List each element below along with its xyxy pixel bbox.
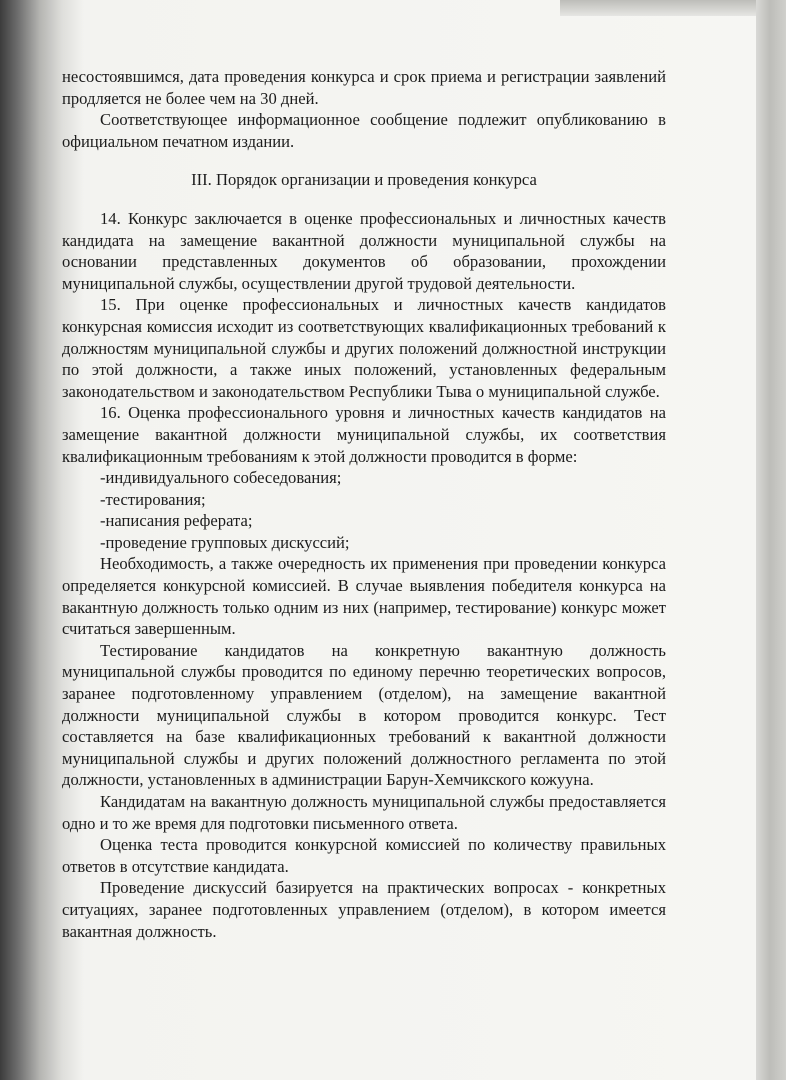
paragraph-14: 14. Конкурс заключается в оценке профессиональных и личностных качеств кандидата на замещение вакантной должности муниципальной службы на основании представленных документов об образовании, прохождении муниципальной службы, осуществлении другой трудовой деятельности. xyxy=(62,208,666,293)
list-item-essay: -написания реферата; xyxy=(100,511,253,531)
paragraph-testing: Тестирование кандидатов на конкретную вакантную должность муниципальной службы проводится по единому перечню теоретических вопросов, заранее подготовленному управлением (отделом), на замещение вакантной должности муниципальной службы в котором проводится конкурс. Тест составляется на базе квалификационных требований к вакантной должности муниципальной службы и других положений должностного регламента по этой должности, установленных в администрации Барун-Хемчикского кожууна. xyxy=(62,640,666,790)
paragraph-evaluation: Оценка теста проводится конкурсной комиссией по количеству правильных ответов в отсутствие кандидата. xyxy=(62,835,666,876)
page-top-edge xyxy=(560,0,786,16)
paragraph-discussions: Проведение дискуссий базируется на практических вопросах - конкретных ситуациях, заранее подготовленных управлением (отделом), в котором имеется вакантная должность. xyxy=(62,878,666,941)
document-body xyxy=(62,66,666,942)
paragraph-time: Кандидатам на вакантную должность муниципальной службы предоставляется одно и то же время для подготовки письменного ответа. xyxy=(62,792,666,833)
page-right-edge xyxy=(756,0,786,1080)
paragraph-order: Необходимость, а также очередность их применения при проведении конкурса определяется конкурсной комиссией. В случае выявления победителя конкурса на вакантную должность только одним из них (например, тестирование) конкурс может считаться завершенным. xyxy=(62,554,666,639)
list-item-interview: -индивидуального собеседования; xyxy=(100,468,342,488)
paragraph-publication: Соответствующее информационное сообщение подлежит опубликованию в официальном печатном издании. xyxy=(62,110,666,151)
list-item-testing: -тестирования; xyxy=(100,489,206,509)
section-heading: III. Порядок организации и проведения конкурса xyxy=(191,170,537,190)
paragraph-15: 15. При оценке профессиональных и личностных качеств кандидатов конкурсная комиссия исходит из соответствующих квалификационных требований к должностям муниципальной службы и других положений должностной инструкции по этой должности, а также иных положений, установленных федеральным законодательством и законодательством Республики Тыва о муниципальной службе. xyxy=(62,295,666,401)
list-item-discussion: -проведение групповых дискуссий; xyxy=(100,532,350,552)
paragraph-16: 16. Оценка профессионального уровня и личностных качеств кандидатов на замещение вакантной должности муниципальной службы, их соответствия квалификационным требованиям к этой должности проводится в форме: xyxy=(62,403,666,466)
paragraph-continuation: несостоявшимся, дата проведения конкурса и срок приема и регистрации заявлений продляется не более чем на 30 дней. xyxy=(62,67,666,108)
